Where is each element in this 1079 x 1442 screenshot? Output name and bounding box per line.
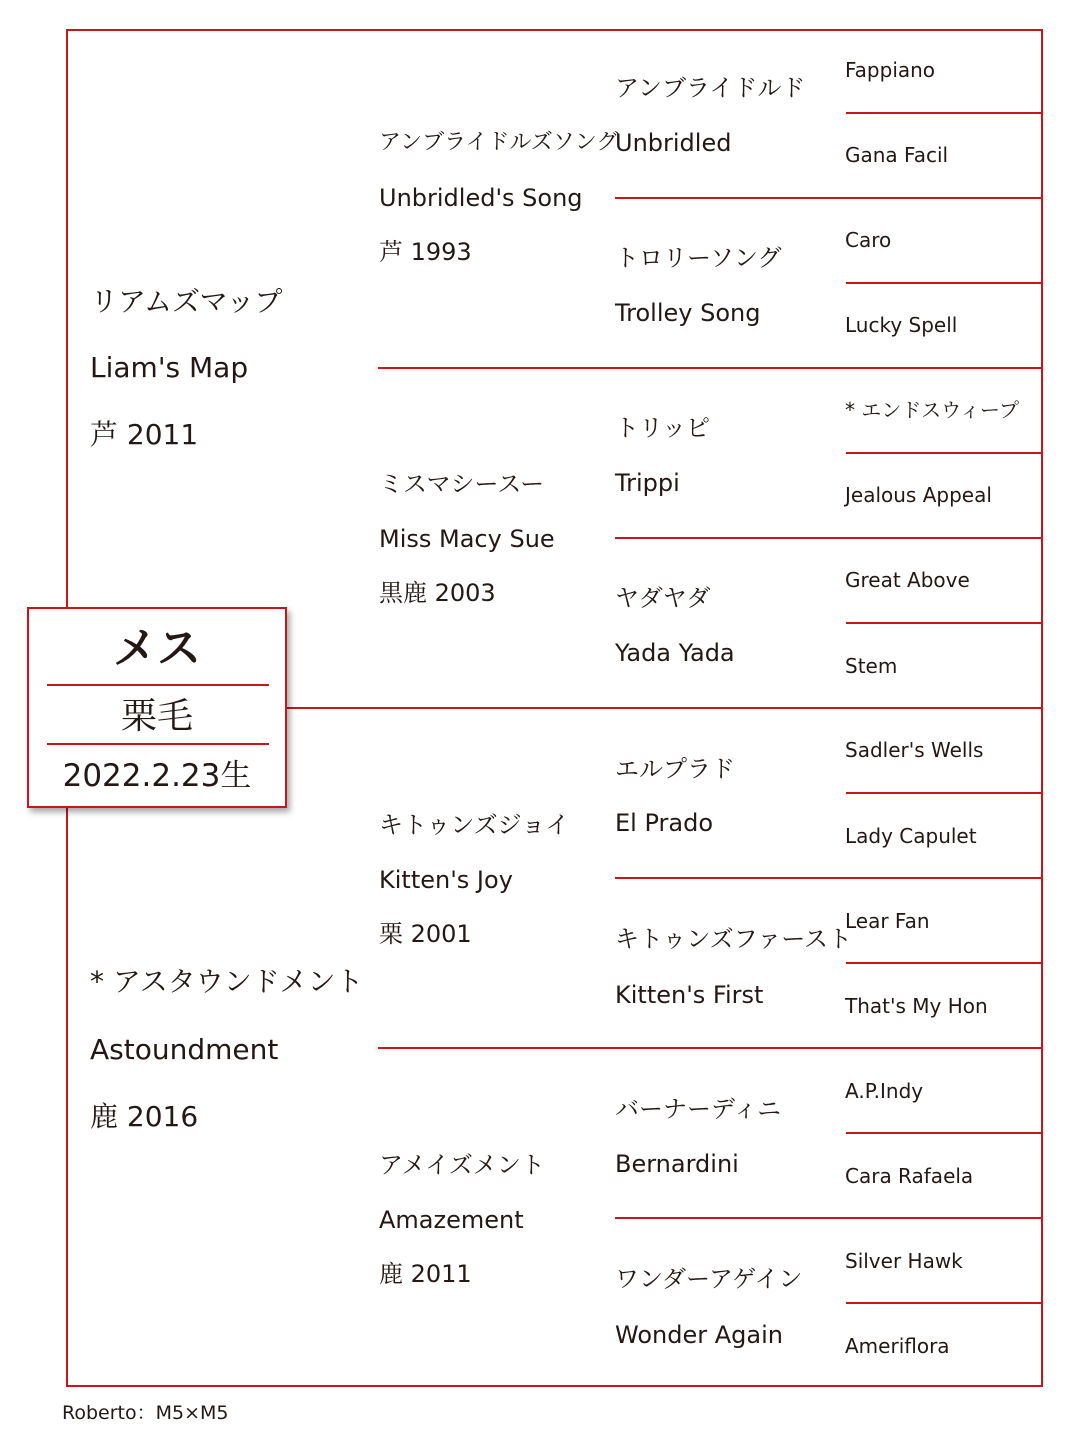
gen2-1-info: 芦 1993 bbox=[379, 238, 472, 266]
divider-gen4-8 bbox=[846, 1302, 1043, 1304]
gen3-4-kana: ヤダヤダ bbox=[615, 584, 711, 612]
gen4-9: Sadler's Wells bbox=[845, 738, 984, 762]
gen3-8-kana: ワンダーアゲイン bbox=[615, 1265, 803, 1293]
gen3-1-kana: アンブライドルド bbox=[615, 74, 806, 102]
divider-gen4-3 bbox=[846, 452, 1043, 454]
divider-sire-dam bbox=[287, 707, 1043, 709]
gen4-16: Ameriflora bbox=[845, 1334, 950, 1358]
gen3-7-name: Bernardini bbox=[615, 1150, 739, 1178]
gen4-3: Caro bbox=[845, 228, 892, 252]
sire-name: Liam's Map bbox=[90, 351, 249, 384]
horse-sex: メス bbox=[113, 623, 201, 674]
gen3-3-kana: トリッピ bbox=[615, 414, 711, 442]
divider-gen4-6 bbox=[846, 962, 1043, 964]
gen4-11: Lear Fan bbox=[845, 909, 930, 933]
gen4-15: Silver Hawk bbox=[845, 1249, 963, 1273]
dam-kana: * アスタウンドメント bbox=[90, 965, 364, 998]
gen2-4-info: 鹿 2011 bbox=[379, 1260, 472, 1288]
gen4-14: Cara Rafaela bbox=[845, 1164, 974, 1188]
horse-color: 栗毛 bbox=[120, 696, 193, 737]
divider-gen3-3 bbox=[615, 877, 1043, 879]
gen3-8-name: Wonder Again bbox=[615, 1321, 783, 1349]
gen2-2-info: 黒鹿 2003 bbox=[379, 579, 496, 607]
gen4-1: Fappiano bbox=[845, 58, 936, 82]
sire-kana: リアムズマップ bbox=[90, 285, 283, 318]
gen2-1-name: Unbridled's Song bbox=[379, 184, 583, 212]
gen4-6: Jealous Appeal bbox=[845, 483, 992, 507]
divider-gen4-4 bbox=[846, 622, 1043, 624]
gen2-3-kana: キトゥンズジョイ bbox=[379, 811, 570, 839]
gen3-2-kana: トロリーソング bbox=[615, 244, 782, 272]
gen2-2-kana: ミスマシースー bbox=[379, 470, 545, 498]
dam-name: Astoundment bbox=[90, 1033, 279, 1066]
gen2-4-name: Amazement bbox=[379, 1206, 524, 1234]
gen2-4-kana: アメイズメント bbox=[379, 1151, 545, 1179]
gen3-6-name: Kitten's First bbox=[615, 981, 764, 1009]
gen3-5-kana: エルプラド bbox=[615, 755, 735, 783]
divider-gen3-4 bbox=[615, 1217, 1043, 1219]
gen4-13: A.P.Indy bbox=[845, 1079, 924, 1103]
divider-gen4-2 bbox=[846, 282, 1043, 284]
divider-gen4-1 bbox=[846, 112, 1043, 114]
horse-info-box bbox=[27, 607, 287, 808]
gen3-4-name: Yada Yada bbox=[615, 639, 735, 667]
gen4-12: That's My Hon bbox=[845, 994, 988, 1018]
gen3-6-kana: キトゥンズファースト bbox=[615, 925, 852, 953]
divider-gen2-bottom bbox=[378, 1047, 1043, 1049]
divider-gen4-5 bbox=[846, 792, 1043, 794]
gen4-7: Great Above bbox=[845, 568, 970, 592]
gen2-2-name: Miss Macy Sue bbox=[379, 525, 555, 553]
gen4-2: Gana Facil bbox=[845, 143, 949, 167]
divider-gen4-7 bbox=[846, 1132, 1043, 1134]
gen2-1-kana: アンブライドルズソング bbox=[379, 130, 619, 155]
gen3-1-name: Unbridled bbox=[615, 129, 732, 157]
gen2-3-info: 栗 2001 bbox=[379, 920, 472, 948]
gen3-7-kana: バーナーディニ bbox=[615, 1095, 782, 1123]
gen3-3-name: Trippi bbox=[615, 469, 680, 497]
footer-inbreeding: Roberto：M5×M5 bbox=[62, 1402, 229, 1424]
horse-box-divider-2 bbox=[47, 743, 269, 745]
divider-gen3-1 bbox=[615, 197, 1043, 199]
gen4-8: Stem bbox=[845, 654, 898, 678]
gen3-2-name: Trolley Song bbox=[615, 299, 761, 327]
divider-gen3-2 bbox=[615, 537, 1043, 539]
dam-info: 鹿 2016 bbox=[90, 1100, 199, 1133]
horse-box-divider-1 bbox=[47, 684, 269, 686]
gen4-5: * エンドスウィープ bbox=[845, 398, 1019, 422]
sire-info: 芦 2011 bbox=[90, 418, 199, 451]
gen4-10: Lady Capulet bbox=[845, 824, 977, 848]
divider-gen2-top bbox=[378, 367, 1043, 369]
gen3-5-name: El Prado bbox=[615, 809, 714, 837]
horse-birth: 2022.2.23生 bbox=[62, 758, 252, 794]
gen2-3-name: Kitten's Joy bbox=[379, 866, 513, 894]
gen4-4: Lucky Spell bbox=[845, 313, 958, 337]
